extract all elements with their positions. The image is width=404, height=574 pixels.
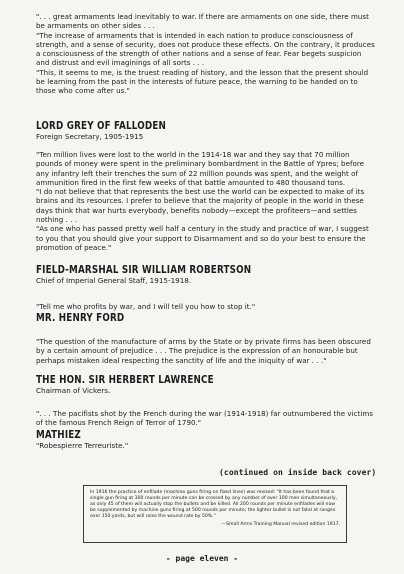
quote-paragraph: "The increase of armaments that is intended in each nation to produce consciousness of strength, and a sense of security, does not produce these effects. On the contrary, it produces a consciousness of the strength of other nations and a sense of fear. Fear begets suspicion and distrust and evil imaginings of all sorts . . . (36, 30, 375, 68)
attribution-lawrence (36, 375, 376, 396)
quote-paragraph: ". . . great armaments lead inevitably to war. If there are armaments on one side, there must be armaments on other sides . . . (36, 12, 369, 31)
quote-robertson (36, 150, 376, 252)
author-name: FIELD-MARSHAL SIR WILLIAM ROBERTSON (36, 264, 252, 276)
page-number: - page eleven - (165, 554, 239, 563)
quote-paragraph: "I do not believe that that represents the best use the world can be expected to make of its brains and its resources. I prefer to believe that the majority of people in the world in these days think that war hurts everybody, benefits nobody—except the profiteers—and settles nothing . . . (36, 187, 365, 225)
author-name: MATHIEZ (36, 429, 81, 441)
quote-grey (36, 12, 376, 96)
attribution-mathiez (36, 430, 376, 451)
quote-mathiez (36, 409, 376, 428)
quote-paragraph: "The question of the manufacture of arms by the State or by private firms has been obscured by a certain amount of prejudice . . . The prejudice is the expression of an honourable but perhaps mistaken ideal respecting the sanctity of life and the iniquity of war . . ." (36, 337, 371, 365)
boxed-note-source: —Small Arms Training Manual revised edition 1917. (221, 522, 340, 528)
quote-paragraph: ". . . The pacifists shot by the French during the war (1914-1918) far outnumbered the victims of the famous French Reign of Terror of 1790." (36, 409, 374, 428)
attribution-ford (36, 313, 376, 324)
author-role: "Robespierre Terreuriste." (36, 441, 129, 450)
author-name: THE HON. SIR HERBERT LAWRENCE (36, 374, 214, 386)
quote-ford (36, 302, 376, 311)
quote-paragraph: "As one who has passed pretty well half a century in the study and practice of war, I suggest to you that you should give your support to Disarmament and so do your best to ensure the promotion of peace." (36, 224, 369, 252)
author-role: Foreign Secretary, 1905-1915 (36, 132, 144, 141)
author-role: Chief of Imperial General Staff, 1915-1918. (36, 276, 192, 285)
author-role: Chairman of Vickers. (36, 386, 111, 395)
continued-note: (continued on inside back cover) (219, 468, 377, 477)
author-name: MR. HENRY FORD (36, 312, 125, 324)
attribution-robertson (36, 265, 376, 286)
quote-paragraph: "Tell me who profits by war, and I will tell you how to stop it." (36, 302, 256, 311)
quote-paragraph: "This, it seems to me, is the truest reading of history, and the lesson that the present should be learning from the past in the interests of future peace, the warning to be handed on to those who come after us." (36, 67, 369, 96)
quote-paragraph: "Ten million lives were lost to the world in the 1914-18 war and they say that 70 million pounds of money were spent in the preliminary bombardment in the Battle of Ypres; before any infantry left their trenches the sum of 22 million pounds was spent, and the weight of ammunition fired in the first few weeks of that battle amounted to 480 thousand tons. (36, 150, 365, 187)
quote-lawrence (36, 337, 376, 365)
author-name: LORD GREY OF FALLODEN (36, 120, 167, 132)
boxed-note-text: In 1916 the practice of enfilade (machine guns firing on fixed lines) was revised: "It has been found that a single gun firing at 300 rounds per minute can be crossed by any number of over 100 men simultaneously, as only 45 of them will actually stop the bullets and be killed. All 200 rounds per minute enfilades will now be supplemented by machine guns firing at 500 rounds per minute; the lighter bullet is not fatal at ranges over 150 yards, but will raise the wound rate by 50%." (90, 490, 338, 520)
attribution-grey (36, 121, 376, 142)
boxed-note (83, 485, 347, 543)
